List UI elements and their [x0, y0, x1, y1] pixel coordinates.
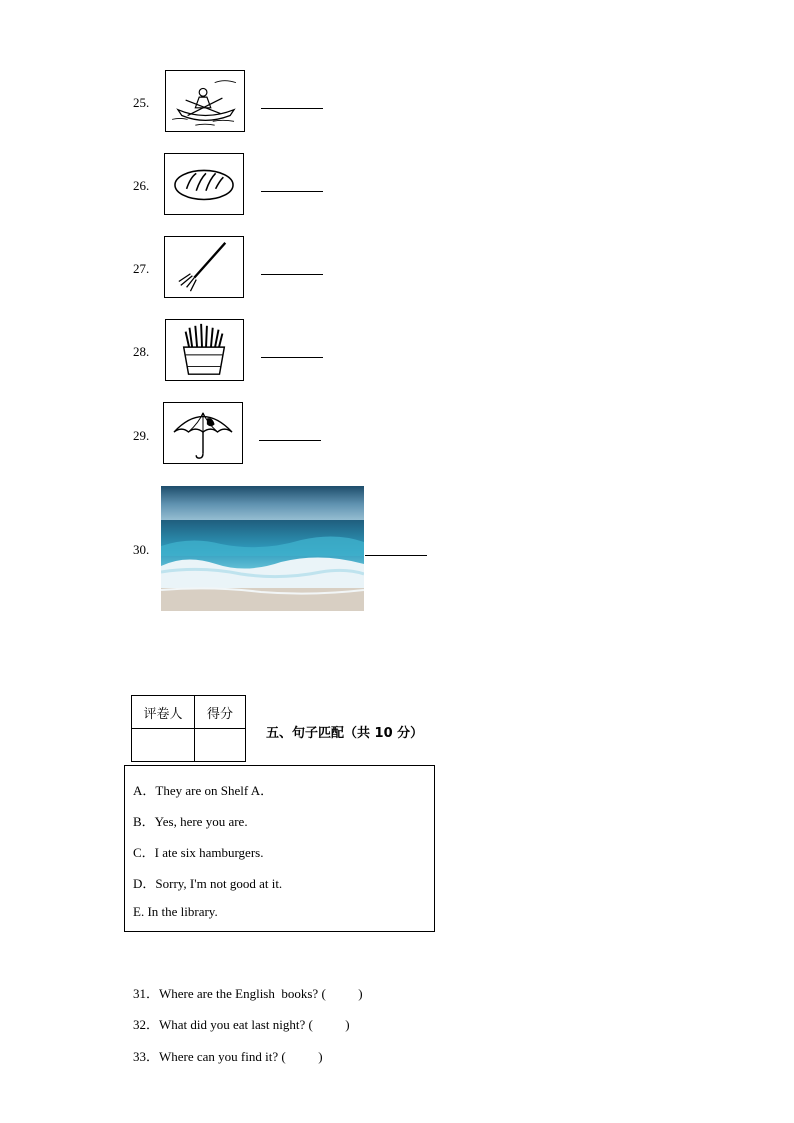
score-table — [131, 695, 246, 762]
option-e: E. In the library. — [133, 904, 218, 919]
options-box — [124, 765, 435, 932]
item-number: 25. — [133, 95, 150, 110]
french-fries-icon — [165, 319, 244, 381]
section-title: 五、句子匹配（共 10 分） — [266, 726, 424, 741]
fork-icon — [164, 236, 244, 298]
option-c: C．I ate six hamburgers. — [133, 845, 264, 860]
option-b: B．Yes, here you are. — [133, 814, 248, 829]
option-a: A．They are on Shelf A． — [133, 783, 274, 798]
answer-blank[interactable] — [261, 108, 323, 109]
rowing-boat-icon — [165, 70, 245, 132]
umbrella-icon — [163, 402, 243, 464]
item-number: 30. — [133, 542, 150, 557]
sea-photo — [161, 486, 364, 611]
answer-blank[interactable] — [259, 440, 321, 441]
grader-cell[interactable] — [132, 729, 195, 762]
answer-blank[interactable] — [261, 357, 323, 358]
question-33: 33．Where can you find it? ( ) — [133, 1049, 323, 1064]
answer-blank[interactable] — [261, 191, 323, 192]
question-31: 31．Where are the English books? ( ) — [133, 986, 363, 1001]
grader-label: 评卷人 — [132, 696, 195, 729]
score-label: 得分 — [195, 696, 246, 729]
bread-icon — [164, 153, 244, 215]
answer-blank[interactable] — [365, 555, 427, 556]
item-number: 29. — [133, 428, 150, 443]
question-32: 32．What did you eat last night? ( ) — [133, 1017, 350, 1032]
item-number: 26. — [133, 178, 150, 193]
score-cell[interactable] — [195, 729, 246, 762]
item-number: 28. — [133, 344, 150, 359]
item-number: 27. — [133, 261, 150, 276]
option-d: D．Sorry, I'm not good at it. — [133, 876, 283, 891]
answer-blank[interactable] — [261, 274, 323, 275]
